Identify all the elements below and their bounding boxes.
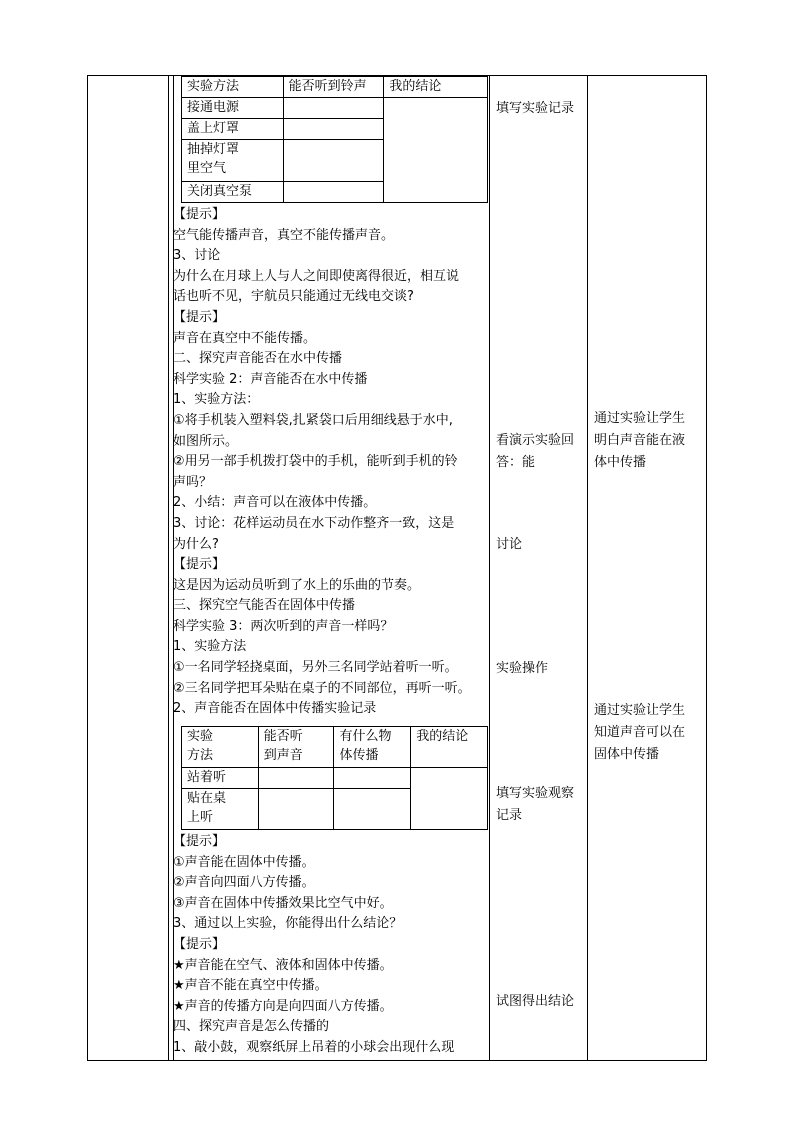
text-line: 话也听不见，宇航员只能通过无线电交谈? [173, 289, 414, 305]
student-activity [496, 534, 522, 556]
table-cell: 贴在桌 上听 [182, 789, 259, 830]
column-divider [587, 76, 588, 1060]
table-header-cell: 能否听 到声音 [258, 727, 334, 768]
text-line: 体中传播 [594, 455, 647, 470]
text-line: 科学实验 3：两次听到的声音一样吗？ [173, 618, 394, 634]
text-line: 三、探究空气能否在固体中传播 [173, 598, 356, 614]
text-line: 答：能 [496, 455, 536, 470]
text-line: ★声音能在空气、液体和固体中传播。 [173, 957, 393, 973]
text-line: 【提示】 [173, 207, 226, 222]
text-line: 如图所示。 [173, 433, 239, 449]
text-line: 为什么? [173, 536, 219, 552]
text-line: 2、小结：声音可以在液体中传播。 [173, 495, 377, 511]
text-line: 知道声音可以在 [594, 725, 686, 740]
table-header-cell: 实验方法 [182, 77, 284, 98]
text-line: 通过实验让学生 [594, 703, 686, 718]
text-line: 声吗？ [173, 474, 213, 490]
table-cell: 关闭真空泵 [182, 182, 284, 203]
column-divider [489, 76, 490, 1060]
student-activity [496, 658, 548, 680]
text-line: 【提示】 [173, 557, 226, 573]
table-header-cell: 实验 方法 [182, 727, 259, 768]
table-cell: 站着听 [182, 768, 259, 789]
table-cell [283, 119, 384, 140]
text-line: 四、探究声音是怎么传播的 [173, 1019, 330, 1035]
text-line: 填写实验观察 [496, 786, 575, 801]
lesson-content [173, 832, 454, 1059]
text-line: 试图得出结论 [496, 994, 575, 1009]
table-cell [411, 768, 488, 830]
text-line: ★声音不能在真空中传播。 [173, 978, 328, 994]
table-cell [334, 768, 411, 789]
table-cell: 接通电源 [182, 98, 284, 119]
text-line: ②用另一部手机拨打袋中的手机，能听到手机的铃 [173, 454, 458, 470]
text-line: 填写实验记录 [496, 101, 575, 116]
student-activity [496, 991, 574, 1013]
text-line: ②声音向四面八方传播。 [173, 875, 315, 891]
text-line: ①声音能在固体中传播。 [173, 854, 315, 870]
text-line: 1、实验方法： [173, 392, 260, 408]
table-cell: 抽掉灯罩 里空气 [182, 140, 284, 182]
text-line: 【提示】 [173, 834, 226, 849]
design-intent [594, 700, 685, 766]
lesson-content [173, 205, 471, 720]
text-line: 通过实验让学生 [594, 411, 686, 426]
text-line: ①一名同学轻挠桌面，另外三名同学站着听一听。 [173, 660, 458, 676]
text-line: 固体中传播 [594, 747, 660, 762]
text-line: ★声音的传播方向是向四面八方传播。 [173, 998, 393, 1014]
student-activity [496, 783, 574, 827]
text-line: 【提示】 [173, 936, 226, 952]
text-line: 科学实验 2：声音能否在水中传播 [173, 371, 368, 387]
text-line: 看演示实验回 [496, 433, 575, 448]
text-line: 讨论 [496, 537, 523, 552]
table-cell: 盖上灯罩 [182, 119, 284, 140]
student-activity [496, 98, 574, 120]
text-line: 3、通过以上实验，你能得出什么结论？ [173, 916, 403, 932]
table-cell [258, 789, 334, 830]
text-line: 记录 [496, 808, 523, 823]
table-cell [283, 98, 384, 119]
solid-experiment-table [181, 726, 488, 830]
text-line: ①将手机装入塑料袋,扎紧袋口后用细线悬于水中, [173, 412, 453, 428]
table-cell [283, 140, 384, 182]
text-line: 空气能传播声音，真空不能传播声音。 [173, 227, 395, 243]
text-line: ③声音在固体中传播效果比空气中好。 [173, 895, 393, 911]
design-intent [594, 408, 685, 474]
text-line: 2、声音能否在固体中传播实验记录 [173, 701, 377, 717]
text-line: 1、实验方法 [173, 639, 247, 655]
text-line: 3、讨论 [173, 248, 221, 264]
table-cell [384, 98, 488, 203]
table-cell [334, 789, 411, 830]
text-line: 【提示】 [173, 309, 226, 325]
table-header-cell: 我的结论 [411, 727, 488, 768]
text-line: 1、敲小鼓，观察纸屏上吊着的小球会出现什么现 [173, 1039, 455, 1055]
table-header-cell: 有什么物 体传播 [334, 727, 411, 768]
text-line: ②三名同学把耳朵贴在桌子的不同部位，再听一听。 [173, 680, 471, 696]
student-activity [496, 430, 574, 474]
text-line: 明白声音能在液 [594, 433, 686, 448]
text-line: 实验操作 [496, 661, 549, 676]
text-line: 为什么在月球上人与人之间即使离得很近，相互说 [173, 268, 460, 284]
vacuum-experiment-table [181, 76, 488, 203]
table-cell [258, 768, 334, 789]
text-line: 3、讨论：花样运动员在水下动作整齐一致，这是 [173, 515, 455, 531]
text-line: 二、探究声音能否在水中传播 [173, 351, 343, 367]
table-header-cell: 能否听到铃声 [283, 77, 384, 98]
column-divider [168, 76, 169, 1060]
text-line: 这是因为运动员听到了水上的乐曲的节奏。 [173, 577, 421, 593]
table-header-cell: 我的结论 [384, 77, 488, 98]
text-line: 声音在真空中不能传播。 [173, 330, 317, 346]
table-cell [283, 182, 384, 203]
